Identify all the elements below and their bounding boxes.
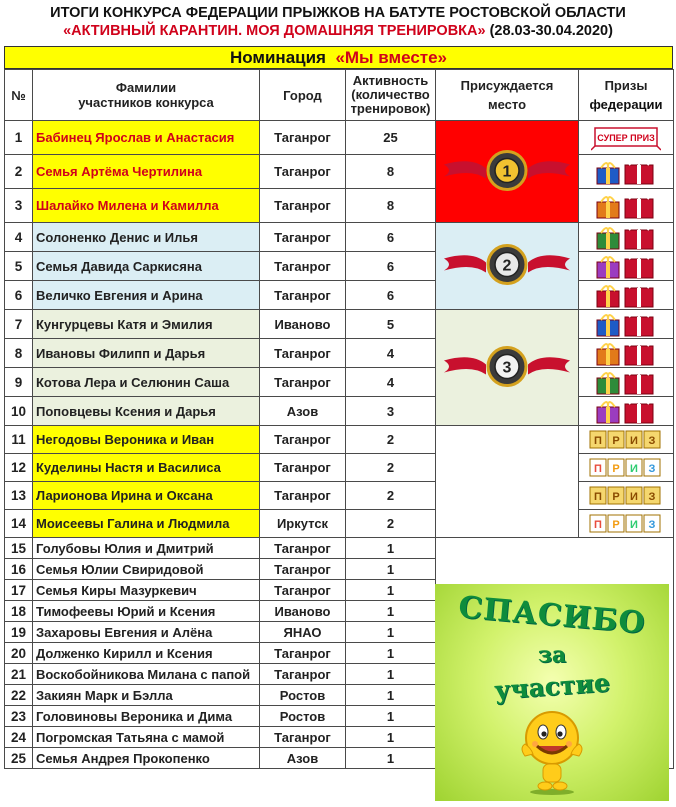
- participant-activity: 2: [346, 426, 436, 454]
- row-number: 14: [5, 510, 33, 538]
- participant-activity: 1: [346, 559, 436, 580]
- participant-name: Негодовы Вероника и Иван: [33, 426, 260, 454]
- place-number: 2: [502, 257, 512, 275]
- header-prize-line1: Призы: [604, 78, 648, 93]
- participant-name: Котова Лера и Селюнин Саша: [33, 368, 260, 397]
- row-number: 12: [5, 454, 33, 482]
- priz-blocks-icon: [579, 454, 673, 481]
- header-place: [436, 70, 579, 121]
- participant-name: Воскобойникова Милана с папой: [33, 664, 260, 685]
- participant-city: Азов: [260, 397, 346, 426]
- participant-activity: 1: [346, 538, 436, 559]
- prize-cell: [579, 482, 674, 510]
- place-number: 1: [502, 163, 512, 180]
- table-row: [5, 310, 674, 339]
- header-name-line2: участников конкурса: [78, 95, 214, 110]
- super-prize-text: СУПЕР ПРИЗ: [597, 132, 655, 143]
- prize-cell: [579, 510, 674, 538]
- row-number: 17: [5, 580, 33, 601]
- header-place-line2: место: [487, 97, 527, 112]
- participant-activity: 2: [346, 454, 436, 482]
- prize-cell: [579, 397, 674, 426]
- header-activity: [346, 70, 436, 121]
- participant-activity: 2: [346, 482, 436, 510]
- participant-name: Ларионова Ирина и Оксана: [33, 482, 260, 510]
- participant-activity: 1: [346, 622, 436, 643]
- priz-letter: З: [648, 490, 656, 503]
- participant-city: Таганрог: [260, 559, 346, 580]
- participant-city: Таганрог: [260, 538, 346, 559]
- participant-activity: 6: [346, 223, 436, 252]
- prize-cell: [579, 368, 674, 397]
- place-number: 3: [502, 359, 512, 376]
- row-number: 13: [5, 482, 33, 510]
- participant-name: Солоненко Денис и Илья: [33, 223, 260, 252]
- participant-activity: 1: [346, 706, 436, 727]
- participant-name: Семья Артёма Чертилина: [33, 155, 260, 189]
- priz-letter: Р: [612, 490, 620, 503]
- priz-blocks-icon: [579, 482, 673, 509]
- title-line-2: [0, 23, 676, 39]
- priz-letter: З: [648, 518, 656, 531]
- header-name-line1: Фамилии: [115, 80, 177, 95]
- row-number: 16: [5, 559, 33, 580]
- participant-name: Семья Юлии Свиридовой: [33, 559, 260, 580]
- priz-letter: И: [630, 462, 638, 475]
- priz-letter: Р: [612, 434, 620, 447]
- participant-activity: 6: [346, 281, 436, 310]
- prize-cell: [579, 223, 674, 252]
- row-number: 18: [5, 601, 33, 622]
- priz-letter: Р: [612, 462, 620, 475]
- participant-name: Семья Давида Саркисяна: [33, 252, 260, 281]
- medal-3-icon: [442, 342, 572, 393]
- row-number: 4: [5, 223, 33, 252]
- participant-city: Таганрог: [260, 664, 346, 685]
- gift-boxes-icon: [579, 368, 673, 396]
- gift-boxes-icon: [579, 189, 673, 222]
- gift-boxes-icon: [579, 155, 673, 188]
- participant-city: Таганрог: [260, 727, 346, 748]
- participant-name: Голубовы Юлия и Дмитрий: [33, 538, 260, 559]
- participant-city: Ростов: [260, 706, 346, 727]
- nomination-banner: [4, 46, 673, 69]
- header-activity-line3: тренировок): [350, 101, 431, 116]
- header-prize: [579, 70, 674, 121]
- participant-activity: 2: [346, 510, 436, 538]
- row-number: 10: [5, 397, 33, 426]
- participant-name: Головиновы Вероника и Дима: [33, 706, 260, 727]
- participant-name: Кунгурцевы Катя и Эмилия: [33, 310, 260, 339]
- priz-letter: П: [594, 462, 602, 475]
- participant-name: Величко Евгения и Арина: [33, 281, 260, 310]
- participant-name: Закиян Марк и Бэлла: [33, 685, 260, 706]
- priz-letter: Р: [612, 518, 620, 531]
- participant-city: Таганрог: [260, 155, 346, 189]
- participant-activity: 8: [346, 155, 436, 189]
- table-row: [5, 223, 674, 252]
- row-number: 8: [5, 339, 33, 368]
- participant-city: Таганрог: [260, 223, 346, 252]
- prize-cell: [579, 252, 674, 281]
- participant-city: Иркутск: [260, 510, 346, 538]
- title-line-1: ИТОГИ КОНКУРСА ФЕДЕРАЦИИ ПРЫЖКОВ НА БАТУТЕ РОСТОВСКОЙ ОБЛАСТИ: [50, 5, 626, 21]
- table-header-row: [5, 70, 674, 121]
- participant-activity: 4: [346, 368, 436, 397]
- header-place-line1: Присуждается: [460, 78, 554, 93]
- participant-activity: 1: [346, 601, 436, 622]
- participant-name: Моисеевы Галина и Людмила: [33, 510, 260, 538]
- priz-letter: И: [630, 518, 638, 531]
- participant-city: Азов: [260, 748, 346, 769]
- participant-city: Ростов: [260, 685, 346, 706]
- participant-activity: 1: [346, 643, 436, 664]
- medal-1-icon: [442, 146, 572, 197]
- header-num: №: [5, 70, 33, 121]
- header-activity-line2: (количество: [351, 87, 430, 102]
- prize-cell: [579, 454, 674, 482]
- participant-city: Таганрог: [260, 368, 346, 397]
- header-city: Город: [260, 70, 346, 121]
- gift-boxes-icon: [579, 339, 673, 367]
- header-prize-line2: федерации: [589, 97, 663, 112]
- participant-name: Шалайко Милена и Камилла: [33, 189, 260, 223]
- row-number: 25: [5, 748, 33, 769]
- participant-name: Куделины Настя и Василиса: [33, 454, 260, 482]
- prize-cell: [579, 121, 674, 155]
- row-number: 6: [5, 281, 33, 310]
- thanks-line-1: СПАСИБО: [457, 589, 647, 642]
- participant-name: Тимофеевы Юрий и Ксения: [33, 601, 260, 622]
- participant-city: Таганрог: [260, 454, 346, 482]
- priz-letter: И: [630, 490, 638, 503]
- participant-city: Иваново: [260, 601, 346, 622]
- place-3-cell: [436, 310, 579, 426]
- participant-name: Захаровы Евгения и Алёна: [33, 622, 260, 643]
- participant-city: Таганрог: [260, 281, 346, 310]
- row-number: 1: [5, 121, 33, 155]
- header-activity-line1: Активность: [352, 73, 429, 88]
- medal-2-icon: [442, 241, 572, 292]
- prize-cell: [579, 426, 674, 454]
- participant-name: Семья Киры Мазуркевич: [33, 580, 260, 601]
- priz-letter: П: [594, 518, 602, 531]
- participant-activity: 1: [346, 580, 436, 601]
- gift-boxes-icon: [579, 223, 673, 251]
- participant-city: Таганрог: [260, 339, 346, 368]
- table-row: [5, 426, 674, 454]
- row-number: 5: [5, 252, 33, 281]
- participant-activity: 5: [346, 310, 436, 339]
- participant-city: Таганрог: [260, 643, 346, 664]
- participant-activity: 1: [346, 664, 436, 685]
- participant-name: Поповцевы Ксения и Дарья: [33, 397, 260, 426]
- prize-cell: [579, 155, 674, 189]
- participant-name: Погромская Татьяна с мамой: [33, 727, 260, 748]
- priz-blocks-icon: [579, 426, 673, 453]
- nomination-label: Номинация: [229, 48, 326, 67]
- nomination-name: «Мы вместе»: [335, 48, 448, 67]
- row-number: 19: [5, 622, 33, 643]
- participant-activity: 4: [346, 339, 436, 368]
- place-empty-cell: [436, 426, 579, 538]
- contest-name: «АКТИВНЫЙ КАРАНТИН. МОЯ ДОМАШНЯЯ ТРЕНИРОВКА»: [63, 23, 486, 39]
- place-1-cell: [436, 121, 579, 223]
- participant-name: Семья Андрея Прокопенко: [33, 748, 260, 769]
- row-number: 22: [5, 685, 33, 706]
- contest-dates: (28.03-30.04.2020): [485, 23, 613, 39]
- participant-activity: 6: [346, 252, 436, 281]
- participant-city: Таганрог: [260, 426, 346, 454]
- gift-boxes-icon: [579, 252, 673, 280]
- participant-city: ЯНАО: [260, 622, 346, 643]
- priz-letter: П: [594, 434, 602, 447]
- gift-boxes-icon: [579, 310, 673, 338]
- participant-city: Таганрог: [260, 189, 346, 223]
- thanks-banner: [435, 584, 669, 801]
- prize-cell: [579, 339, 674, 368]
- participant-name: Долженко Кирилл и Ксения: [33, 643, 260, 664]
- participant-activity: 1: [346, 685, 436, 706]
- participant-activity: 8: [346, 189, 436, 223]
- smiley-thumbs-up-icon: [519, 704, 585, 796]
- row-number: 21: [5, 664, 33, 685]
- row-number: 11: [5, 426, 33, 454]
- row-number: 9: [5, 368, 33, 397]
- participant-activity: 1: [346, 748, 436, 769]
- row-number: 20: [5, 643, 33, 664]
- header-name: [33, 70, 260, 121]
- table-row: [5, 538, 674, 559]
- participant-activity: 25: [346, 121, 436, 155]
- participant-city: Таганрог: [260, 580, 346, 601]
- row-number: 15: [5, 538, 33, 559]
- row-number: 7: [5, 310, 33, 339]
- row-number: 24: [5, 727, 33, 748]
- participant-name: Бабинец Ярослав и Анастасия: [33, 121, 260, 155]
- participant-activity: 1: [346, 727, 436, 748]
- prize-cell: [579, 281, 674, 310]
- participant-city: Иваново: [260, 310, 346, 339]
- prize-cell: [579, 189, 674, 223]
- priz-letter: З: [648, 462, 656, 475]
- row-number: 2: [5, 155, 33, 189]
- thanks-line-2: за: [537, 642, 567, 668]
- priz-letter: И: [630, 434, 638, 447]
- priz-blocks-icon: [579, 510, 673, 537]
- participant-name: Ивановы Филипп и Дарья: [33, 339, 260, 368]
- priz-letter: П: [594, 490, 602, 503]
- participant-city: Таганрог: [260, 252, 346, 281]
- row-number: 3: [5, 189, 33, 223]
- row-number: 23: [5, 706, 33, 727]
- super-prize-icon: [579, 121, 673, 154]
- place-2-cell: [436, 223, 579, 310]
- thanks-line-3: участие: [493, 668, 611, 705]
- participant-city: Таганрог: [260, 121, 346, 155]
- gift-boxes-icon: [579, 397, 673, 425]
- table-row: [5, 121, 674, 155]
- participant-activity: 3: [346, 397, 436, 426]
- priz-letter: З: [648, 434, 656, 447]
- prize-cell: [579, 310, 674, 339]
- gift-boxes-icon: [579, 281, 673, 309]
- participant-city: Таганрог: [260, 482, 346, 510]
